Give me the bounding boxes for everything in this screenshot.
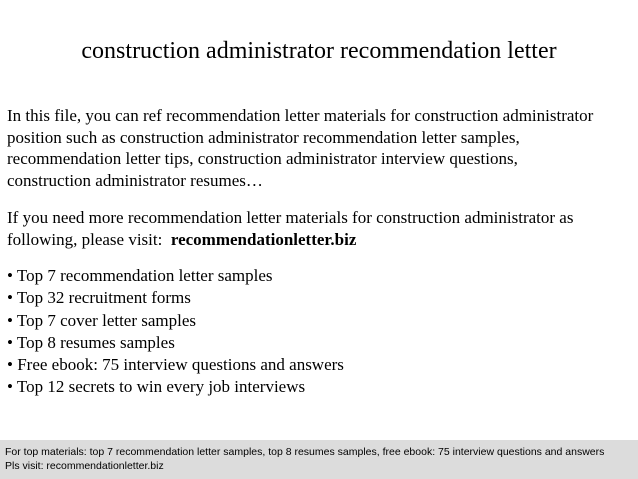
intro-paragraph [7,105,635,191]
intro-line: position such as construction administrator recommendation letter samples, [7,127,520,147]
more-info-paragraph [7,207,635,250]
more-info-line: If you need more recommendation letter materials for construction administrator as [7,208,574,227]
footer-visit-line[interactable]: Pls visit: recommendationletter.biz [5,459,164,472]
bullet-item: • Top 32 recruitment forms [7,288,191,308]
recommendationletter-link[interactable]: recommendationletter.biz [170,229,357,249]
resource-bullet-list [7,265,635,399]
bullet-item: • Top 8 resumes samples [7,332,175,352]
more-info-prefix: following, please visit: [7,229,171,249]
footer-banner [0,440,638,479]
bullet-item: • Free ebook: 75 interview questions and answers [7,355,344,375]
slide-title: construction administrator recommendation letter [81,38,557,64]
footer-line: For top materials: top 7 recommendation letter samples, top 8 resumes samples, free ebook: 75 interview questions and answers [5,446,605,458]
bullet-item: • Top 7 cover letter samples [7,310,197,330]
bullet-item: • Top 7 recommendation letter samples [7,266,273,285]
intro-line: In this file, you can ref recommendation letter materials for construction administrator [7,106,594,125]
intro-line: recommendation letter tips, construction administrator interview questions, [7,149,518,168]
bullet-item: • Top 12 secrets to win every job interviews [7,377,306,397]
more-info-line-with-link [7,229,635,251]
intro-line: construction administrator resumes… [7,170,263,190]
